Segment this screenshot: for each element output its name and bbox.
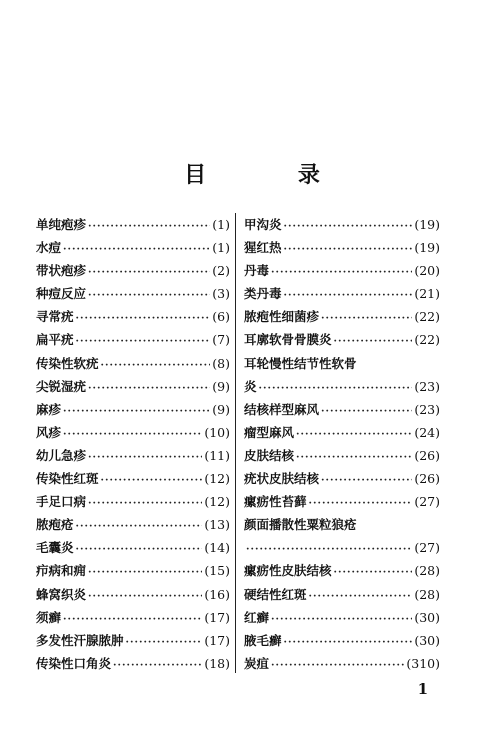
dot-leader <box>63 400 210 423</box>
toc-entry <box>36 421 230 444</box>
toc-entry-page: (8) <box>212 355 230 371</box>
toc-entry <box>36 398 230 421</box>
dot-leader <box>309 585 413 608</box>
toc-entry <box>36 583 230 606</box>
toc-entry-title: 手足口病 <box>36 494 87 510</box>
toc-entry-page: (17) <box>204 609 230 625</box>
toc-entry <box>36 652 230 675</box>
toc-entry-title: 毛囊炎 <box>36 540 74 556</box>
toc-entry-title: 传染性红斑 <box>36 471 99 487</box>
dot-leader <box>101 354 211 377</box>
page-number: 1 <box>417 680 428 698</box>
toc-entry-title: 疖病和痈 <box>36 563 87 579</box>
dot-leader <box>126 631 203 654</box>
toc-entry <box>244 583 440 606</box>
dot-leader <box>88 585 202 608</box>
dot-leader <box>76 515 203 538</box>
toc-entry <box>36 236 230 259</box>
toc-entry <box>244 282 440 305</box>
toc-entry-title: 脓疱疮 <box>36 517 74 533</box>
toc-entry-title: 传染性口角炎 <box>36 655 112 671</box>
toc-entry <box>244 467 440 490</box>
dot-leader <box>88 215 210 238</box>
dot-leader <box>63 238 210 261</box>
dot-leader <box>296 446 412 469</box>
toc-entry <box>244 236 440 259</box>
toc-entry-page: (28) <box>414 563 440 579</box>
toc-entry <box>36 328 230 351</box>
toc-entry-title: 耳廓软骨骨膜炎 <box>244 332 332 348</box>
toc-entry-page: (21) <box>414 286 440 302</box>
toc-entry <box>36 375 230 398</box>
toc-entry-page: (9) <box>212 378 230 394</box>
dot-leader <box>246 538 412 561</box>
toc-entry-page: (310) <box>406 655 440 671</box>
toc-entry-title: 水痘 <box>36 240 62 256</box>
toc-entry-title: 寻常疣 <box>36 309 74 325</box>
toc-entry-page: (9) <box>212 401 230 417</box>
toc-entry-title: 瘰疬性苔藓 <box>244 494 307 510</box>
dot-leader <box>76 330 211 353</box>
toc-entry-title: 腋毛癣 <box>244 632 282 648</box>
toc-entry-page: (15) <box>204 563 230 579</box>
toc-entry-title: 扁平疣 <box>36 332 74 348</box>
toc-entry <box>244 259 440 282</box>
toc-entry-page: (13) <box>204 517 230 533</box>
toc-entry-page: (6) <box>212 309 230 325</box>
toc-entry <box>244 375 440 398</box>
toc-entry-page: (14) <box>204 540 230 556</box>
toc-entry-title: 红癣 <box>244 609 270 625</box>
dot-leader <box>63 608 202 631</box>
toc-right-column <box>244 213 440 675</box>
toc-entry <box>244 305 440 328</box>
toc-entry-page: (1) <box>212 217 230 232</box>
dot-leader <box>284 238 413 261</box>
dot-leader <box>259 377 413 400</box>
toc-entry <box>244 536 440 559</box>
toc-entry-title: 麻疹 <box>36 401 62 417</box>
toc-entry-title: 脓疱性细菌疹 <box>244 309 320 325</box>
toc-entry <box>244 444 440 467</box>
toc-entry <box>36 629 230 652</box>
toc-entry-title: 多发性汗腺脓肿 <box>36 632 124 648</box>
toc-entry <box>244 652 440 675</box>
dot-leader <box>88 284 210 307</box>
toc-left-column <box>36 213 230 675</box>
page-title: 目 录 <box>184 162 362 188</box>
dot-leader <box>321 469 412 492</box>
toc-entry <box>36 444 230 467</box>
toc-entry <box>244 213 440 236</box>
dot-leader <box>88 561 202 584</box>
dot-leader <box>76 538 203 561</box>
toc-entry-page: (30) <box>414 609 440 625</box>
toc-entry-title: 疣状皮肤结核 <box>244 471 320 487</box>
toc-entry-title: 蜂窝织炎 <box>36 586 87 602</box>
dot-leader <box>88 446 202 469</box>
dot-leader <box>309 492 413 515</box>
toc-entry-title: 风疹 <box>36 424 62 440</box>
toc-entry-page: (12) <box>204 494 230 510</box>
toc-entry <box>36 536 230 559</box>
dot-leader <box>296 423 412 446</box>
dot-leader <box>334 330 413 353</box>
toc-entry <box>36 513 230 536</box>
dot-leader <box>63 423 202 446</box>
toc-entry <box>36 305 230 328</box>
toc-entry-title: 颜面播散性粟粒狼疮 <box>244 517 357 533</box>
toc-entry-page: (12) <box>204 471 230 487</box>
dot-leader <box>88 377 210 400</box>
toc-entry-title: 结核样型麻风 <box>244 401 320 417</box>
toc-entry-title: 尖锐湿疣 <box>36 378 87 394</box>
toc-entry-page: (18) <box>204 655 230 671</box>
toc-entry-page: (22) <box>414 332 440 348</box>
dot-leader <box>76 307 211 330</box>
toc-entry-page: (30) <box>414 632 440 648</box>
dot-leader <box>334 561 413 584</box>
toc-entry-title: 硬结性红斑 <box>244 586 307 602</box>
toc-entry <box>36 352 230 375</box>
toc-entry-page: (19) <box>414 217 440 232</box>
toc-entry <box>36 490 230 513</box>
toc-entry-page: (26) <box>414 471 440 487</box>
toc-entry <box>244 328 440 351</box>
dot-leader <box>321 400 412 423</box>
toc-entry-title: 种痘反应 <box>36 286 87 302</box>
toc-entry <box>36 606 230 629</box>
toc-entry <box>36 559 230 582</box>
toc-entry-title: 瘰疬性皮肤结核 <box>244 563 332 579</box>
toc-entry <box>244 629 440 652</box>
toc-entry-title: 须癣 <box>36 609 62 625</box>
toc-entry-page: (27) <box>414 494 440 510</box>
dot-leader <box>321 307 412 330</box>
toc-entry-page: (20) <box>414 263 440 279</box>
toc-entry-title: 炭疽 <box>244 655 270 671</box>
dot-leader <box>271 608 412 631</box>
toc-entry <box>244 421 440 444</box>
toc-entry-page: (23) <box>414 401 440 417</box>
toc-entry-title: 猩红热 <box>244 240 282 256</box>
toc-entry-page: (1) <box>212 240 230 256</box>
toc-entry <box>36 467 230 490</box>
toc-entry-page: (2) <box>212 263 230 279</box>
toc-entry <box>244 352 440 375</box>
dot-leader <box>284 631 413 654</box>
toc-entry <box>36 259 230 282</box>
dot-leader <box>284 284 413 307</box>
toc-entry-title: 皮肤结核 <box>244 447 295 463</box>
dot-leader <box>284 215 413 238</box>
toc-entry-page: (17) <box>204 632 230 648</box>
toc-entry <box>244 513 440 536</box>
toc-entry <box>36 282 230 305</box>
toc-entry-title: 类丹毒 <box>244 286 282 302</box>
toc-entry-page: (3) <box>212 286 230 302</box>
toc-entry-page: (16) <box>204 586 230 602</box>
toc-entry <box>244 490 440 513</box>
toc-entry-title: 带状疱疹 <box>36 263 87 279</box>
toc-entry-page: (24) <box>414 424 440 440</box>
toc-entry-page: (10) <box>204 424 230 440</box>
dot-leader <box>271 261 412 284</box>
dot-leader <box>88 261 210 284</box>
dot-leader <box>88 492 202 515</box>
toc-entry <box>244 398 440 421</box>
toc-entry-page: (28) <box>414 586 440 602</box>
toc-entry-title: 单纯疱疹 <box>36 217 87 232</box>
toc-entry-title: 幼儿急疹 <box>36 447 87 463</box>
toc-entry-page: (23) <box>414 378 440 394</box>
toc-entry-title: 传染性软疣 <box>36 355 99 371</box>
toc-entry-title: 瘤型麻风 <box>244 424 295 440</box>
toc-entry-page: (22) <box>414 309 440 325</box>
column-divider <box>235 213 236 673</box>
toc-entry-title: 丹毒 <box>244 263 270 279</box>
dot-leader <box>271 654 404 677</box>
toc-entry <box>244 559 440 582</box>
dot-leader <box>101 469 203 492</box>
toc-entry-page: (7) <box>212 332 230 348</box>
toc-entry-title: 炎 <box>244 378 257 394</box>
toc-entry-page: (27) <box>414 540 440 556</box>
toc-entry-title: 甲沟炎 <box>244 217 282 232</box>
toc-entry-title: 耳轮慢性结节性软骨 <box>244 355 357 371</box>
toc-entry <box>244 606 440 629</box>
toc-entry-page: (11) <box>204 447 230 463</box>
dot-leader <box>113 654 202 677</box>
toc-entry <box>36 213 230 236</box>
toc-entry-page: (26) <box>414 447 440 463</box>
toc-entry-page: (19) <box>414 240 440 256</box>
